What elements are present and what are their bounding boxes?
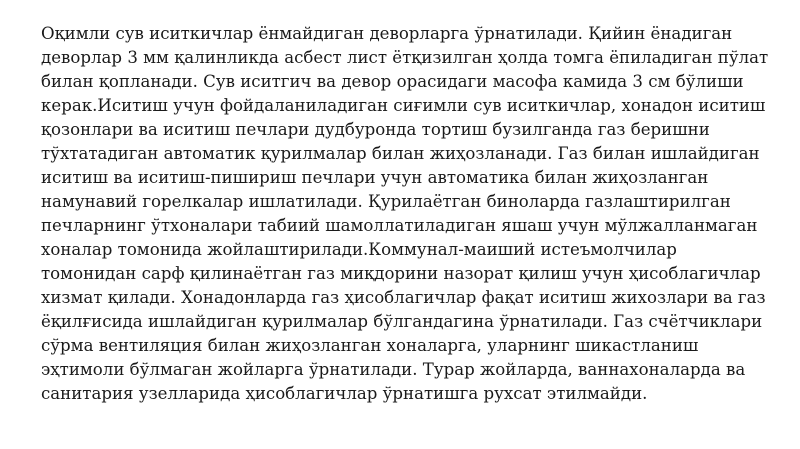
text-line: хизмат қилади. Хонадонларда газ ҳисоблагичлар фақат иситиш жихозлари ва газ	[41, 288, 766, 307]
text-line: керак.Иситиш учун фойдаланиладиган сиғимли сув иситкичлар, хонадон иситиш	[41, 96, 766, 115]
text-line: иситиш ва иситиш-пишириш печлари учун автоматика билан жиҳозланган	[41, 168, 709, 187]
text-line: санитария узелларида ҳисоблагичлар ўрнатишга рухсат этилмайди.	[41, 384, 648, 403]
document-body	[41, 22, 771, 406]
text-line: печларнинг ўтхоналари табиий шамоллатиладиган яшаш учун мўлжалланмаган	[41, 216, 758, 235]
text-line: намунавий горелкалар ишлатилади. Қурилаётган биноларда газлаштирилган	[41, 192, 731, 211]
text-line: Оқимли сув иситкичлар ёнмайдиган деворларга ўрнатилади. Қийин ёнадиган	[41, 24, 733, 43]
text-line: хоналар томонида жойлаштирилади.Коммунал-маиший истеъмолчилар	[41, 240, 677, 259]
text-line: билан қопланади. Сув иситгич ва девор орасидаги масофа камида 3 см бўлиши	[41, 72, 744, 91]
text-line: сўрма вентиляция билан жиҳозланган хоналарга, уларнинг шикастланиш	[41, 336, 699, 355]
text-line: эҳтимоли бўлмаган жойларга ўрнатилади. Турар жойларда, ваннахоналарда ва	[41, 360, 746, 379]
text-line: қозонлари ва иситиш печлари дудбуронда тортиш бузилганда газ беришни	[41, 120, 710, 139]
text-line: томонидан сарф қилинаётган газ миқдорини назорат қилиш учун ҳисоблагичлар	[41, 264, 761, 283]
text-line: ёқилғисида ишлайдиган қурилмалар бўлгандагина ўрнатилади. Газ счётчиклари	[41, 312, 763, 331]
text-line: деворлар 3 мм қалинликда асбест лист ётқизилган ҳолда томга ёпиладиган пўлат	[41, 48, 769, 67]
text-line: тўхтатадиган автоматик қурилмалар билан жиҳозланади. Газ билан ишлайдиган	[41, 144, 760, 163]
